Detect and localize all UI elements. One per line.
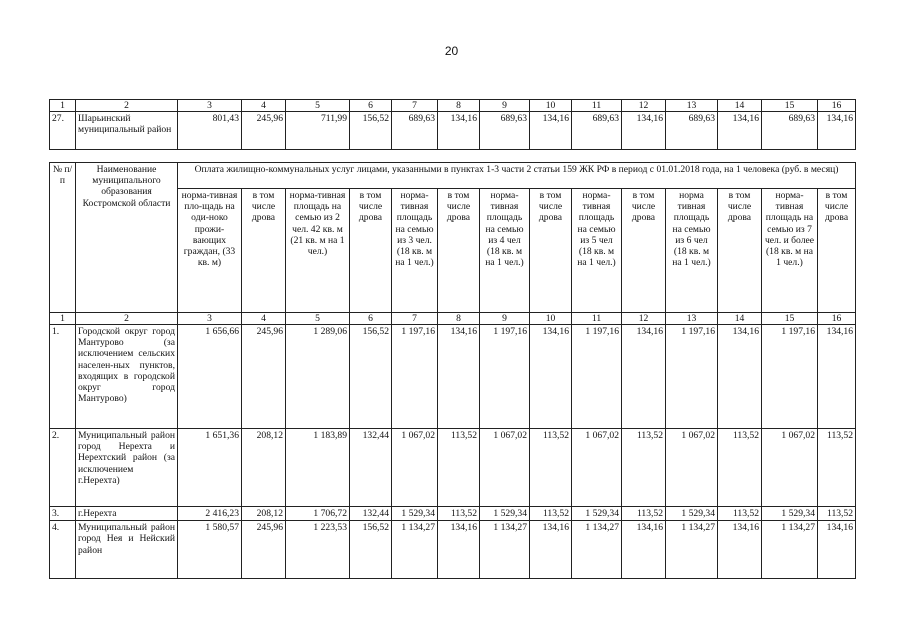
value-cell: 134,16 [718, 325, 762, 429]
value-cell: 113,52 [718, 507, 762, 521]
value-cell: 134,16 [622, 521, 666, 579]
value-cell: 132,44 [350, 507, 392, 521]
value-cell: 134,16 [622, 325, 666, 429]
value-cell: 134,16 [718, 112, 762, 150]
municipality-name: Шарьинский муниципальный район [76, 112, 178, 150]
column-number-cell: 16 [818, 100, 856, 112]
value-cell: 1 183,89 [286, 429, 350, 507]
value-cell: 134,16 [718, 521, 762, 579]
column-number-cell: 2 [76, 313, 178, 325]
value-cell: 1 067,02 [666, 429, 718, 507]
header-name: Наименование муниципального образования Костромской области [76, 163, 178, 313]
row-number: 3. [50, 507, 76, 521]
column-number-cell: 15 [762, 313, 818, 325]
value-cell: 113,52 [530, 429, 572, 507]
header-normative-area: норма тивная площадь на семью из 6 чел (18 кв. м на 1 чел.) [666, 189, 718, 313]
value-cell: 1 067,02 [480, 429, 530, 507]
column-number-cell: 13 [666, 313, 718, 325]
header-normative-area: норма-тивная пло-щадь на оди-ноко прожи-вающих граждан, (33 кв. м) [178, 189, 242, 313]
column-number-row [50, 100, 856, 112]
value-cell: 1 529,34 [480, 507, 530, 521]
column-number-cell: 10 [530, 313, 572, 325]
value-cell: 1 134,27 [666, 521, 718, 579]
value-cell: 132,44 [350, 429, 392, 507]
value-cell: 245,96 [242, 325, 286, 429]
column-number-cell: 8 [438, 313, 480, 325]
value-cell: 1 134,27 [572, 521, 622, 579]
value-cell: 1 580,57 [178, 521, 242, 579]
header-span-title: Оплата жилищно-коммунальных услуг лицами, указанными в пунктах 1-3 части 2 статьи 159 ЖК РФ в период с 01.01.2018 года, на 1 человека (руб. в месяц) [178, 163, 856, 189]
value-cell: 134,16 [438, 521, 480, 579]
column-number-cell: 1 [50, 100, 76, 112]
municipality-name: г.Нерехта [76, 507, 178, 521]
column-number-cell: 2 [76, 100, 178, 112]
column-number-cell: 12 [622, 100, 666, 112]
column-number-cell: 9 [480, 313, 530, 325]
municipality-name: Муниципальный район город Нея и Нейский район [76, 521, 178, 579]
value-cell: 245,96 [242, 112, 286, 150]
value-cell: 1 197,16 [666, 325, 718, 429]
value-cell: 134,16 [530, 112, 572, 150]
column-number-cell: 1 [50, 313, 76, 325]
value-cell: 156,52 [350, 521, 392, 579]
value-cell: 113,52 [622, 429, 666, 507]
value-cell: 689,63 [666, 112, 718, 150]
value-cell: 208,12 [242, 429, 286, 507]
value-cell: 1 529,34 [572, 507, 622, 521]
value-cell: 1 223,53 [286, 521, 350, 579]
value-cell: 1 706,72 [286, 507, 350, 521]
column-number-cell: 16 [818, 313, 856, 325]
row-number: 1. [50, 325, 76, 429]
header-normative-area: норма-тивная площадь на семью из 4 чел (18 кв. м на 1 чел.) [480, 189, 530, 313]
value-cell: 113,52 [438, 429, 480, 507]
row-number: 2. [50, 429, 76, 507]
value-cell: 1 651,36 [178, 429, 242, 507]
column-number-cell: 4 [242, 100, 286, 112]
value-cell: 113,52 [818, 429, 856, 507]
value-cell: 134,16 [622, 112, 666, 150]
value-cell: 1 067,02 [392, 429, 438, 507]
value-cell: 1 067,02 [762, 429, 818, 507]
value-cell: 134,16 [438, 325, 480, 429]
header-no: № п/п [50, 163, 76, 313]
column-number-cell: 5 [286, 313, 350, 325]
value-cell: 1 134,27 [480, 521, 530, 579]
value-cell: 245,96 [242, 521, 286, 579]
value-cell: 711,99 [286, 112, 350, 150]
header-firewood: в том числе дрова [350, 189, 392, 313]
column-number-cell: 7 [392, 100, 438, 112]
column-number-cell: 8 [438, 100, 480, 112]
column-number-cell: 12 [622, 313, 666, 325]
column-number-cell: 14 [718, 100, 762, 112]
table-row [50, 112, 856, 150]
header-firewood: в том числе дрова [530, 189, 572, 313]
value-cell: 689,63 [480, 112, 530, 150]
value-cell: 134,16 [438, 112, 480, 150]
header-normative-area: норма-тивная площадь на семью из 7 чел. и более (18 кв. м на 1 чел.) [762, 189, 818, 313]
value-cell: 113,52 [438, 507, 480, 521]
column-number-cell: 10 [530, 100, 572, 112]
column-number-cell: 15 [762, 100, 818, 112]
value-cell: 113,52 [530, 507, 572, 521]
header-normative-area: норма-тивная площадь на семью из 5 чел (18 кв. м на 1 чел.) [572, 189, 622, 313]
value-cell: 1 134,27 [762, 521, 818, 579]
value-cell: 156,52 [350, 325, 392, 429]
municipality-name: Муниципальный район город Нерехта и Нерехтский район (за исключением г.Нерехта) [76, 429, 178, 507]
value-cell: 689,63 [762, 112, 818, 150]
value-cell: 801,43 [178, 112, 242, 150]
header-row-top [50, 163, 856, 189]
continuation-table [49, 99, 856, 150]
value-cell: 1 289,06 [286, 325, 350, 429]
value-cell: 1 656,66 [178, 325, 242, 429]
column-number-cell: 5 [286, 100, 350, 112]
header-firewood: в том числе дрова [718, 189, 762, 313]
header-normative-area: норма-тивная площадь на семью из 2 чел. 42 кв. м (21 кв. м на 1 чел.) [286, 189, 350, 313]
header-firewood: в том числе дрова [438, 189, 480, 313]
value-cell: 113,52 [718, 429, 762, 507]
main-table [49, 162, 856, 579]
column-number-row [50, 313, 856, 325]
page-number: 20 [444, 44, 459, 58]
value-cell: 134,16 [818, 112, 856, 150]
column-number-cell: 4 [242, 313, 286, 325]
value-cell: 134,16 [818, 521, 856, 579]
column-number-cell: 13 [666, 100, 718, 112]
value-cell: 689,63 [572, 112, 622, 150]
value-cell: 113,52 [818, 507, 856, 521]
value-cell: 1 197,16 [762, 325, 818, 429]
value-cell: 1 197,16 [572, 325, 622, 429]
value-cell: 1 067,02 [572, 429, 622, 507]
table-row [50, 521, 856, 579]
value-cell: 113,52 [622, 507, 666, 521]
column-number-cell: 3 [178, 313, 242, 325]
value-cell: 134,16 [818, 325, 856, 429]
header-firewood: в том числе дрова [242, 189, 286, 313]
value-cell: 1 529,34 [666, 507, 718, 521]
value-cell: 1 529,34 [392, 507, 438, 521]
column-number-cell: 7 [392, 313, 438, 325]
value-cell: 208,12 [242, 507, 286, 521]
municipality-name: Городской округ город Мантурово (за исключением сельских населен-ных пунктов, входящих в городской округ город Мантурово) [76, 325, 178, 429]
table-row [50, 507, 856, 521]
value-cell: 134,16 [530, 325, 572, 429]
value-cell: 1 134,27 [392, 521, 438, 579]
value-cell: 1 529,34 [762, 507, 818, 521]
value-cell: 2 416,23 [178, 507, 242, 521]
header-firewood: в том числе дрова [818, 189, 856, 313]
column-number-cell: 14 [718, 313, 762, 325]
value-cell: 134,16 [530, 521, 572, 579]
value-cell: 1 197,16 [480, 325, 530, 429]
header-firewood: в том числе дрова [622, 189, 666, 313]
header-normative-area: норма-тивная площадь на семью из 3 чел. (18 кв. м на 1 чел.) [392, 189, 438, 313]
column-number-cell: 9 [480, 100, 530, 112]
column-number-cell: 11 [572, 313, 622, 325]
value-cell: 156,52 [350, 112, 392, 150]
value-cell: 689,63 [392, 112, 438, 150]
row-number: 4. [50, 521, 76, 579]
value-cell: 1 197,16 [392, 325, 438, 429]
table-row [50, 429, 856, 507]
column-number-cell: 3 [178, 100, 242, 112]
column-number-cell: 6 [350, 100, 392, 112]
table-row [50, 325, 856, 429]
column-number-cell: 11 [572, 100, 622, 112]
row-number: 27. [50, 112, 76, 150]
column-number-cell: 6 [350, 313, 392, 325]
